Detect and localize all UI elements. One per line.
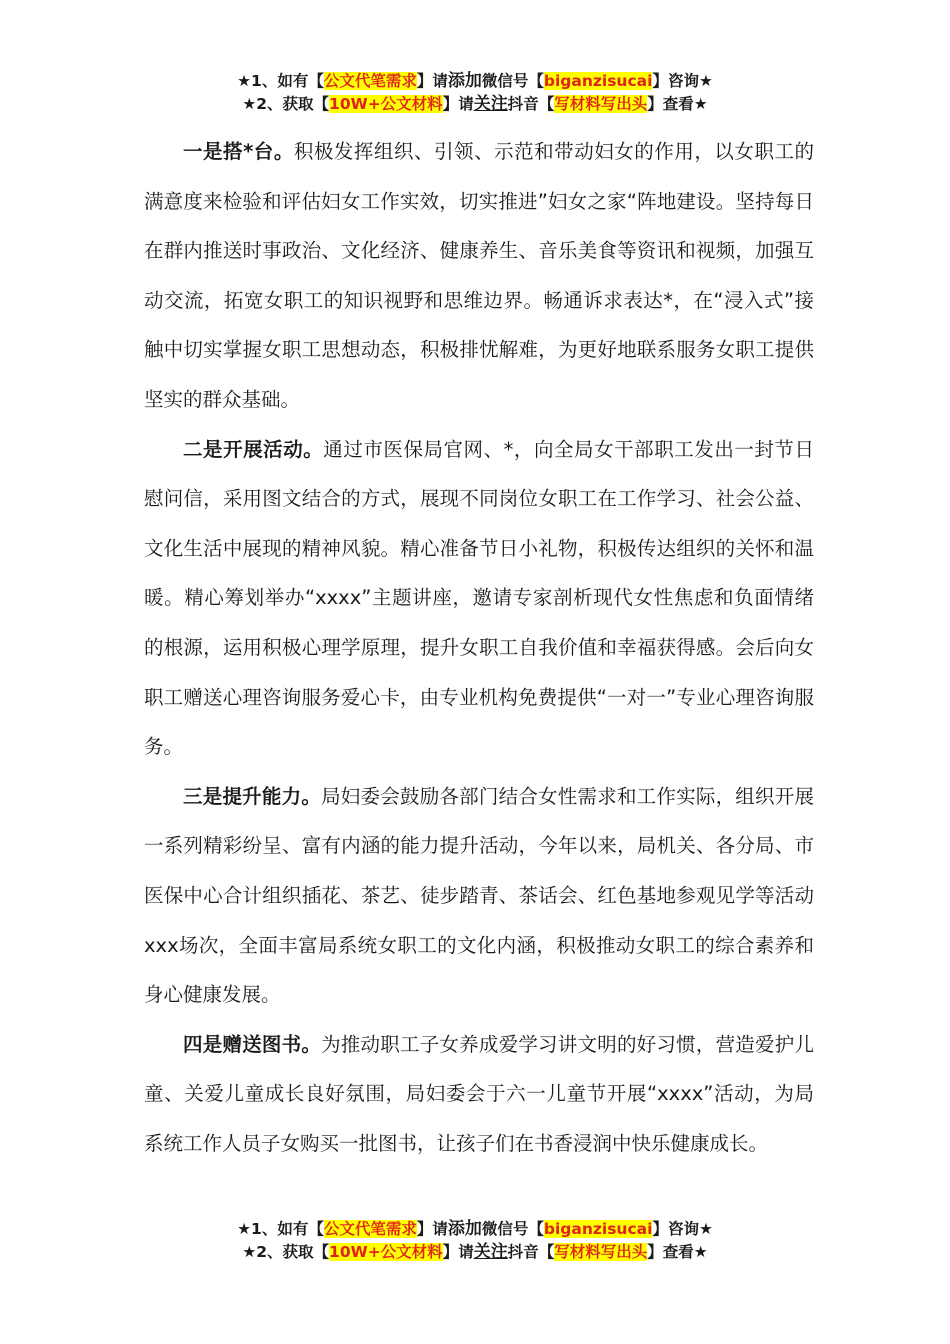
paragraph-2 <box>144 425 814 772</box>
banner-text: ★1、如有【 <box>237 72 324 90</box>
banner-text: ★1、如有【 <box>237 1220 324 1238</box>
banner-douyin-id: 写材料写出头 <box>554 95 648 113</box>
paragraph-lead: 一是搭*台。 <box>183 140 294 163</box>
banner-text: 】请 <box>442 95 474 113</box>
paragraph-text: 积极发挥组织、引领、示范和带动妇女的作用，以女职工的满意度来检验和评估妇女工作实效，切实推进”妇女之家“阵地建设。坚持每日在群内推送时事政治、文化经济、健康养生、音乐美食等资讯和视频，加强互动交流，拓宽女职工的知识视野和思维边界。畅通诉求表达*，在“浸入式”接触中切实掌握女职工思想动态，积极排忧解难，为更好地联系服务女职工提供坚实的群众基础。 <box>144 140 814 411</box>
paragraph-lead: 四是赠送图书。 <box>183 1032 322 1056</box>
banner-text: 】咨询★ <box>652 1220 713 1238</box>
banner-highlight: 公文代笔需求 <box>323 1220 417 1238</box>
banner-wechat-id: biganzisucai <box>543 1220 653 1238</box>
banner-text: 抖音【 <box>507 95 555 113</box>
banner-text: 抖音【 <box>507 1243 555 1261</box>
banner-highlight: 10W+公文材料 <box>329 1243 443 1261</box>
banner-text: 】请 <box>416 72 448 90</box>
banner-douyin-id: 写材料写出头 <box>554 1243 648 1261</box>
document-body <box>144 127 814 1168</box>
banner-emphasis: 添加 <box>447 1219 482 1239</box>
banner-highlight: 10W+公文材料 <box>329 95 443 113</box>
paragraph-text: 局妇委会鼓励各部门结合女性需求和工作实际，组织开展一系列精彩纷呈、富有内涵的能力提升活动，今年以来，局机关、各分局、市医保中心合计组织插花、茶艺、徒步踏青、茶话会、红色基地参观见学等活动xxx场次，全面丰富局系统女职工的文化内涵，积极推动女职工的综合素养和身心健康发展。 <box>144 784 814 1007</box>
banner-emphasis: 关注 <box>473 94 508 114</box>
banner-text: 】咨询★ <box>652 72 713 90</box>
banner-text: ★2、获取【 <box>242 1243 330 1261</box>
banner-emphasis: 添加 <box>447 71 482 91</box>
banner-text: 微信号【 <box>481 72 544 90</box>
footer-banner <box>0 1218 950 1264</box>
banner-line-1 <box>0 1218 950 1241</box>
paragraph-text: 通过市医保局官网、*，向全局女干部职工发出一封节日慰问信，采用图文结合的方式，展现不同岗位女职工在工作学习、社会公益、文化生活中展现的精神风貌。精心准备节日小礼物，积极传达组织的关怀和温暖。精心筹划举办“xxxx”主题讲座，邀请专家剖析现代女性焦虑和负面情绪的根源，运用积极心理学原理，提升女职工自我价值和幸福获得感。会后向女职工赠送心理咨询服务爱心卡，由专业机构免费提供“一对一”专业心理咨询服务。 <box>144 437 814 759</box>
banner-line-2 <box>0 1241 950 1264</box>
paragraph-lead: 三是提升能力。 <box>183 784 322 808</box>
banner-text: 】查看★ <box>647 95 708 113</box>
banner-line-2 <box>0 93 950 116</box>
banner-text: 】请 <box>442 1243 474 1261</box>
paragraph-lead: 二是开展活动。 <box>183 437 324 461</box>
banner-text: 微信号【 <box>481 1220 544 1238</box>
banner-text: ★2、获取【 <box>242 95 330 113</box>
banner-line-1 <box>0 70 950 93</box>
banner-emphasis: 关注 <box>473 1242 508 1262</box>
paragraph-text: 为推动职工子女养成爱学习讲文明的好习惯，营造爱护儿童、关爱儿童成长良好氛围，局妇委会于六一儿童节开展“xxxx”活动，为局系统工作人员子女购买一批图书，让孩子们在书香浸润中快乐健康成长。 <box>144 1032 814 1155</box>
paragraph-1 <box>144 127 814 425</box>
banner-highlight: 公文代笔需求 <box>323 72 417 90</box>
banner-wechat-id: biganzisucai <box>543 72 653 90</box>
banner-text: 】查看★ <box>647 1243 708 1261</box>
paragraph-3 <box>144 772 814 1020</box>
paragraph-4 <box>144 1020 814 1169</box>
banner-text: 】请 <box>416 1220 448 1238</box>
header-banner <box>0 70 950 116</box>
